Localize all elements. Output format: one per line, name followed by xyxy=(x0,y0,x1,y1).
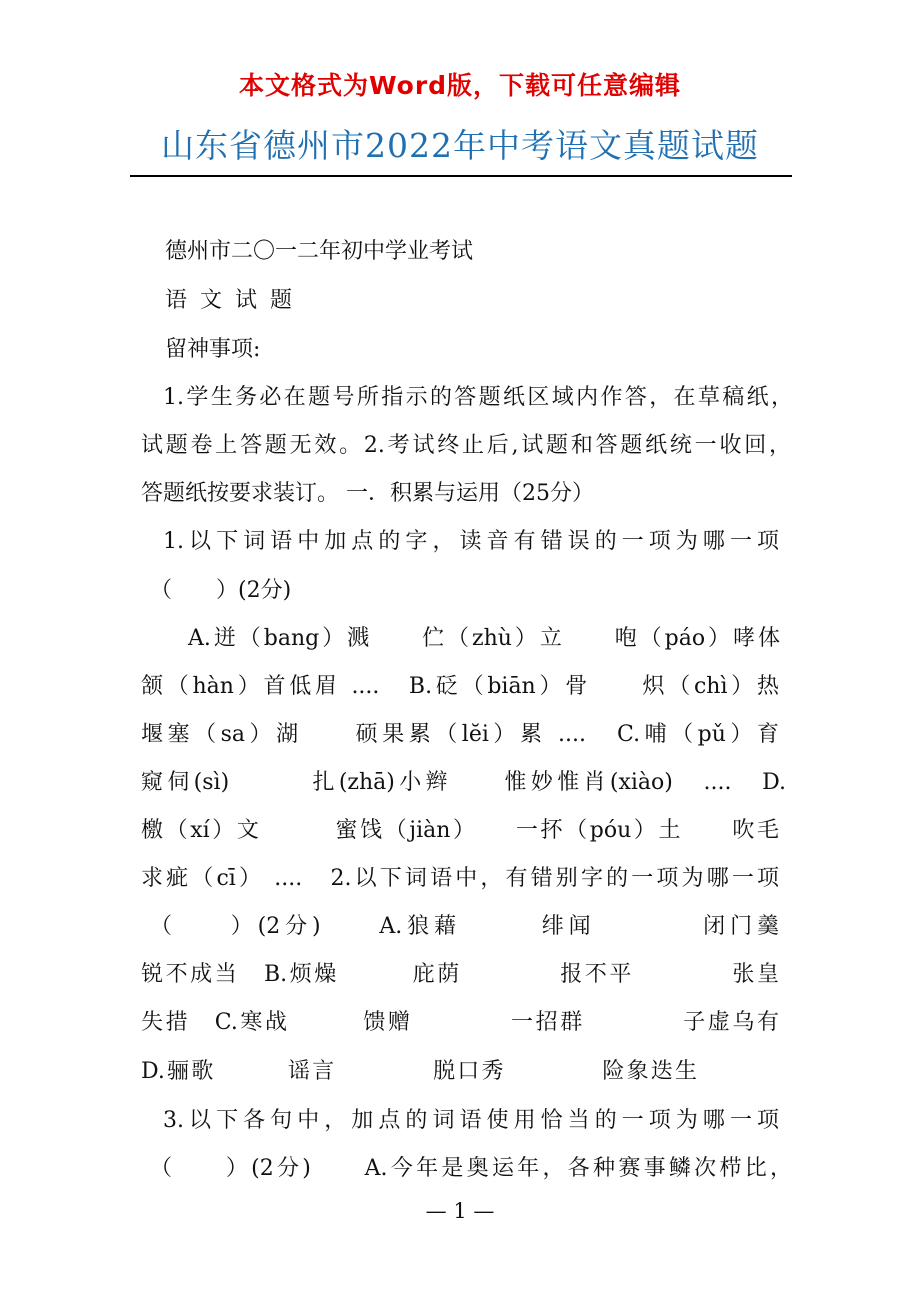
option-line: 堰塞（sa）湖 硕果累（lĕi）累 .... C.哺（pǔ）育 xyxy=(141,722,779,747)
body-line: 答题纸按要求装订。 一．积累与运用（25分） xyxy=(141,481,594,506)
page-title: 山东省德州市2022年中考语文真题试题 xyxy=(161,126,759,165)
notes-heading: 留神事项: xyxy=(165,337,261,362)
option-line: 颔（hàn）首低眉 .... B.砭（biān）骨 炽（chì）热 xyxy=(141,674,779,699)
option-line: 檄（xí）文 蜜饯（jiàn） 一抔（póu）土 吹毛 xyxy=(141,818,779,843)
question-1: 1.以下词语中加点的字，读音有错误的一项为哪一项 xyxy=(163,529,779,554)
option-line: 锐不成当 B.烦燥 庇荫 报不平 张皇 xyxy=(141,962,779,987)
option-line: D.骊歌 谣言 脱口秀 险象迭生 xyxy=(141,1059,697,1084)
exam-heading: 德州市二〇一二年初中学业考试 xyxy=(165,239,474,264)
option-line: 失措 C.寒战 馈赠 一招群 子虚乌有 xyxy=(141,1010,779,1035)
question-2: 求疵（cī） .... 2.以下词语中，有错别字的一项为哪一项 xyxy=(141,866,779,891)
subject-heading: 语 文 试 题 xyxy=(165,288,295,313)
option-line: 窥伺(sì) 扎(zhā)小辫 惟妙惟肖(xiào) .... D. xyxy=(141,770,786,795)
download-banner: 本文格式为Word版，下载可任意编辑 xyxy=(238,71,682,100)
title-divider xyxy=(130,175,792,177)
page-number: — 1 — xyxy=(425,1199,495,1223)
option-line: A.迸（bang）溅 伫（zhù）立 咆（páo）哮体 xyxy=(188,626,780,651)
question-3: 3.以下各句中，加点的词语使用恰当的一项为哪一项 xyxy=(163,1108,779,1133)
option-line: （ ）(2分) A.今年是奥运年，各种赛事鳞次栉比， xyxy=(150,1156,792,1181)
body-line: 1.学生务必在题号所指示的答题纸区域内作答，在草稿纸， xyxy=(163,385,793,410)
option-line: （ ）(2分) A.狼藉 绯闻 闭门羹 xyxy=(150,914,779,939)
answer-blank: （ ）(2分) xyxy=(150,578,292,603)
body-line: 试题卷上答题无效。2.考试终止后,试题和答题纸统一收回， xyxy=(141,433,791,458)
